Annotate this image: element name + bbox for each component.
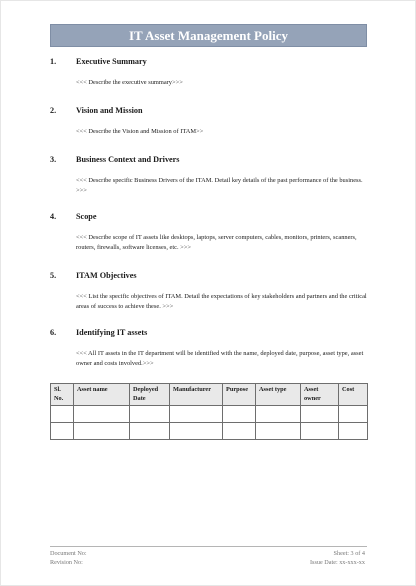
section-business-context bbox=[50, 154, 370, 195]
section-identifying-assets bbox=[50, 327, 370, 368]
footer-issue-date: Issue Date: xx-xxx-xx bbox=[310, 559, 365, 566]
table-cell bbox=[256, 406, 301, 423]
section-itam-objectives bbox=[50, 270, 370, 311]
section-heading bbox=[50, 105, 370, 117]
section-heading bbox=[50, 211, 370, 223]
section-title: ITAM Objectives bbox=[76, 271, 137, 280]
table-cell bbox=[339, 406, 368, 423]
column-header: Asset type bbox=[256, 384, 301, 406]
section-scope bbox=[50, 211, 370, 252]
section-body: <<< Describe scope of IT assets like desktops, laptops, server computers, cables, monitors, printers, scanners, routers, firewalls, software licenses, etc. >>> bbox=[76, 234, 357, 251]
table-cell bbox=[74, 406, 130, 423]
column-header: Asset owner bbox=[301, 384, 339, 406]
column-header: Sl. No. bbox=[51, 384, 74, 406]
section-body: <<< Describe specific Business Drivers of the ITAM. Detail key details of the past performance of the business. >>> bbox=[76, 177, 363, 194]
section-heading bbox=[50, 154, 370, 166]
table-cell bbox=[301, 406, 339, 423]
table-cell bbox=[51, 423, 74, 440]
section-body: <<< Describe the executive summary>>> bbox=[76, 79, 183, 86]
section-body: <<< List the specific objectives of ITAM. Detail the expectations of key stakeholders and partners and the critical areas of success to achieve these. >>> bbox=[76, 293, 367, 310]
section-body: <<< All IT assets in the IT department will be identified with the name, deployed date, purpose, asset type, asset owner and costs involved.>>> bbox=[76, 350, 364, 367]
section-title: Executive Summary bbox=[76, 57, 147, 66]
footer-document-no: Document No: bbox=[50, 550, 87, 557]
section-number: 2. bbox=[50, 106, 57, 115]
section-title: Identifying IT assets bbox=[76, 328, 148, 337]
column-header: Cost bbox=[339, 384, 368, 406]
column-header: Manufacturer bbox=[170, 384, 223, 406]
column-header: Deployed Date bbox=[130, 384, 170, 406]
footer-divider bbox=[50, 546, 367, 547]
table-cell bbox=[339, 423, 368, 440]
table-cell bbox=[170, 406, 223, 423]
section-heading bbox=[50, 270, 370, 282]
section-vision-mission bbox=[50, 105, 370, 137]
column-header: Purpose bbox=[223, 384, 256, 406]
table-cell bbox=[170, 423, 223, 440]
section-body: <<< Describe the Vision and Mission of ITAM>> bbox=[76, 128, 204, 135]
table-header-row bbox=[51, 384, 368, 406]
section-title: Vision and Mission bbox=[76, 106, 143, 115]
section-title: Business Context and Drivers bbox=[76, 155, 180, 164]
column-header: Asset name bbox=[74, 384, 130, 406]
table-cell bbox=[301, 423, 339, 440]
section-heading bbox=[50, 327, 370, 339]
section-number: 3. bbox=[50, 155, 57, 164]
section-number: 1. bbox=[50, 57, 57, 66]
section-executive-summary bbox=[50, 56, 370, 88]
page-title: IT Asset Management Policy bbox=[50, 24, 367, 47]
table-row bbox=[51, 423, 368, 440]
footer-revision-no: Revision No: bbox=[50, 559, 83, 566]
section-title: Scope bbox=[76, 212, 97, 221]
table-row bbox=[51, 406, 368, 423]
footer-sheet: Sheet: 3 of 4 bbox=[333, 550, 365, 557]
section-heading bbox=[50, 56, 370, 68]
table-cell bbox=[223, 423, 256, 440]
asset-table bbox=[50, 383, 368, 440]
table-cell bbox=[130, 423, 170, 440]
section-number: 6. bbox=[50, 328, 57, 337]
table-cell bbox=[256, 423, 301, 440]
table-cell bbox=[51, 406, 74, 423]
table-cell bbox=[223, 406, 256, 423]
table-cell bbox=[74, 423, 130, 440]
section-number: 4. bbox=[50, 212, 57, 221]
table-cell bbox=[130, 406, 170, 423]
section-number: 5. bbox=[50, 271, 57, 280]
